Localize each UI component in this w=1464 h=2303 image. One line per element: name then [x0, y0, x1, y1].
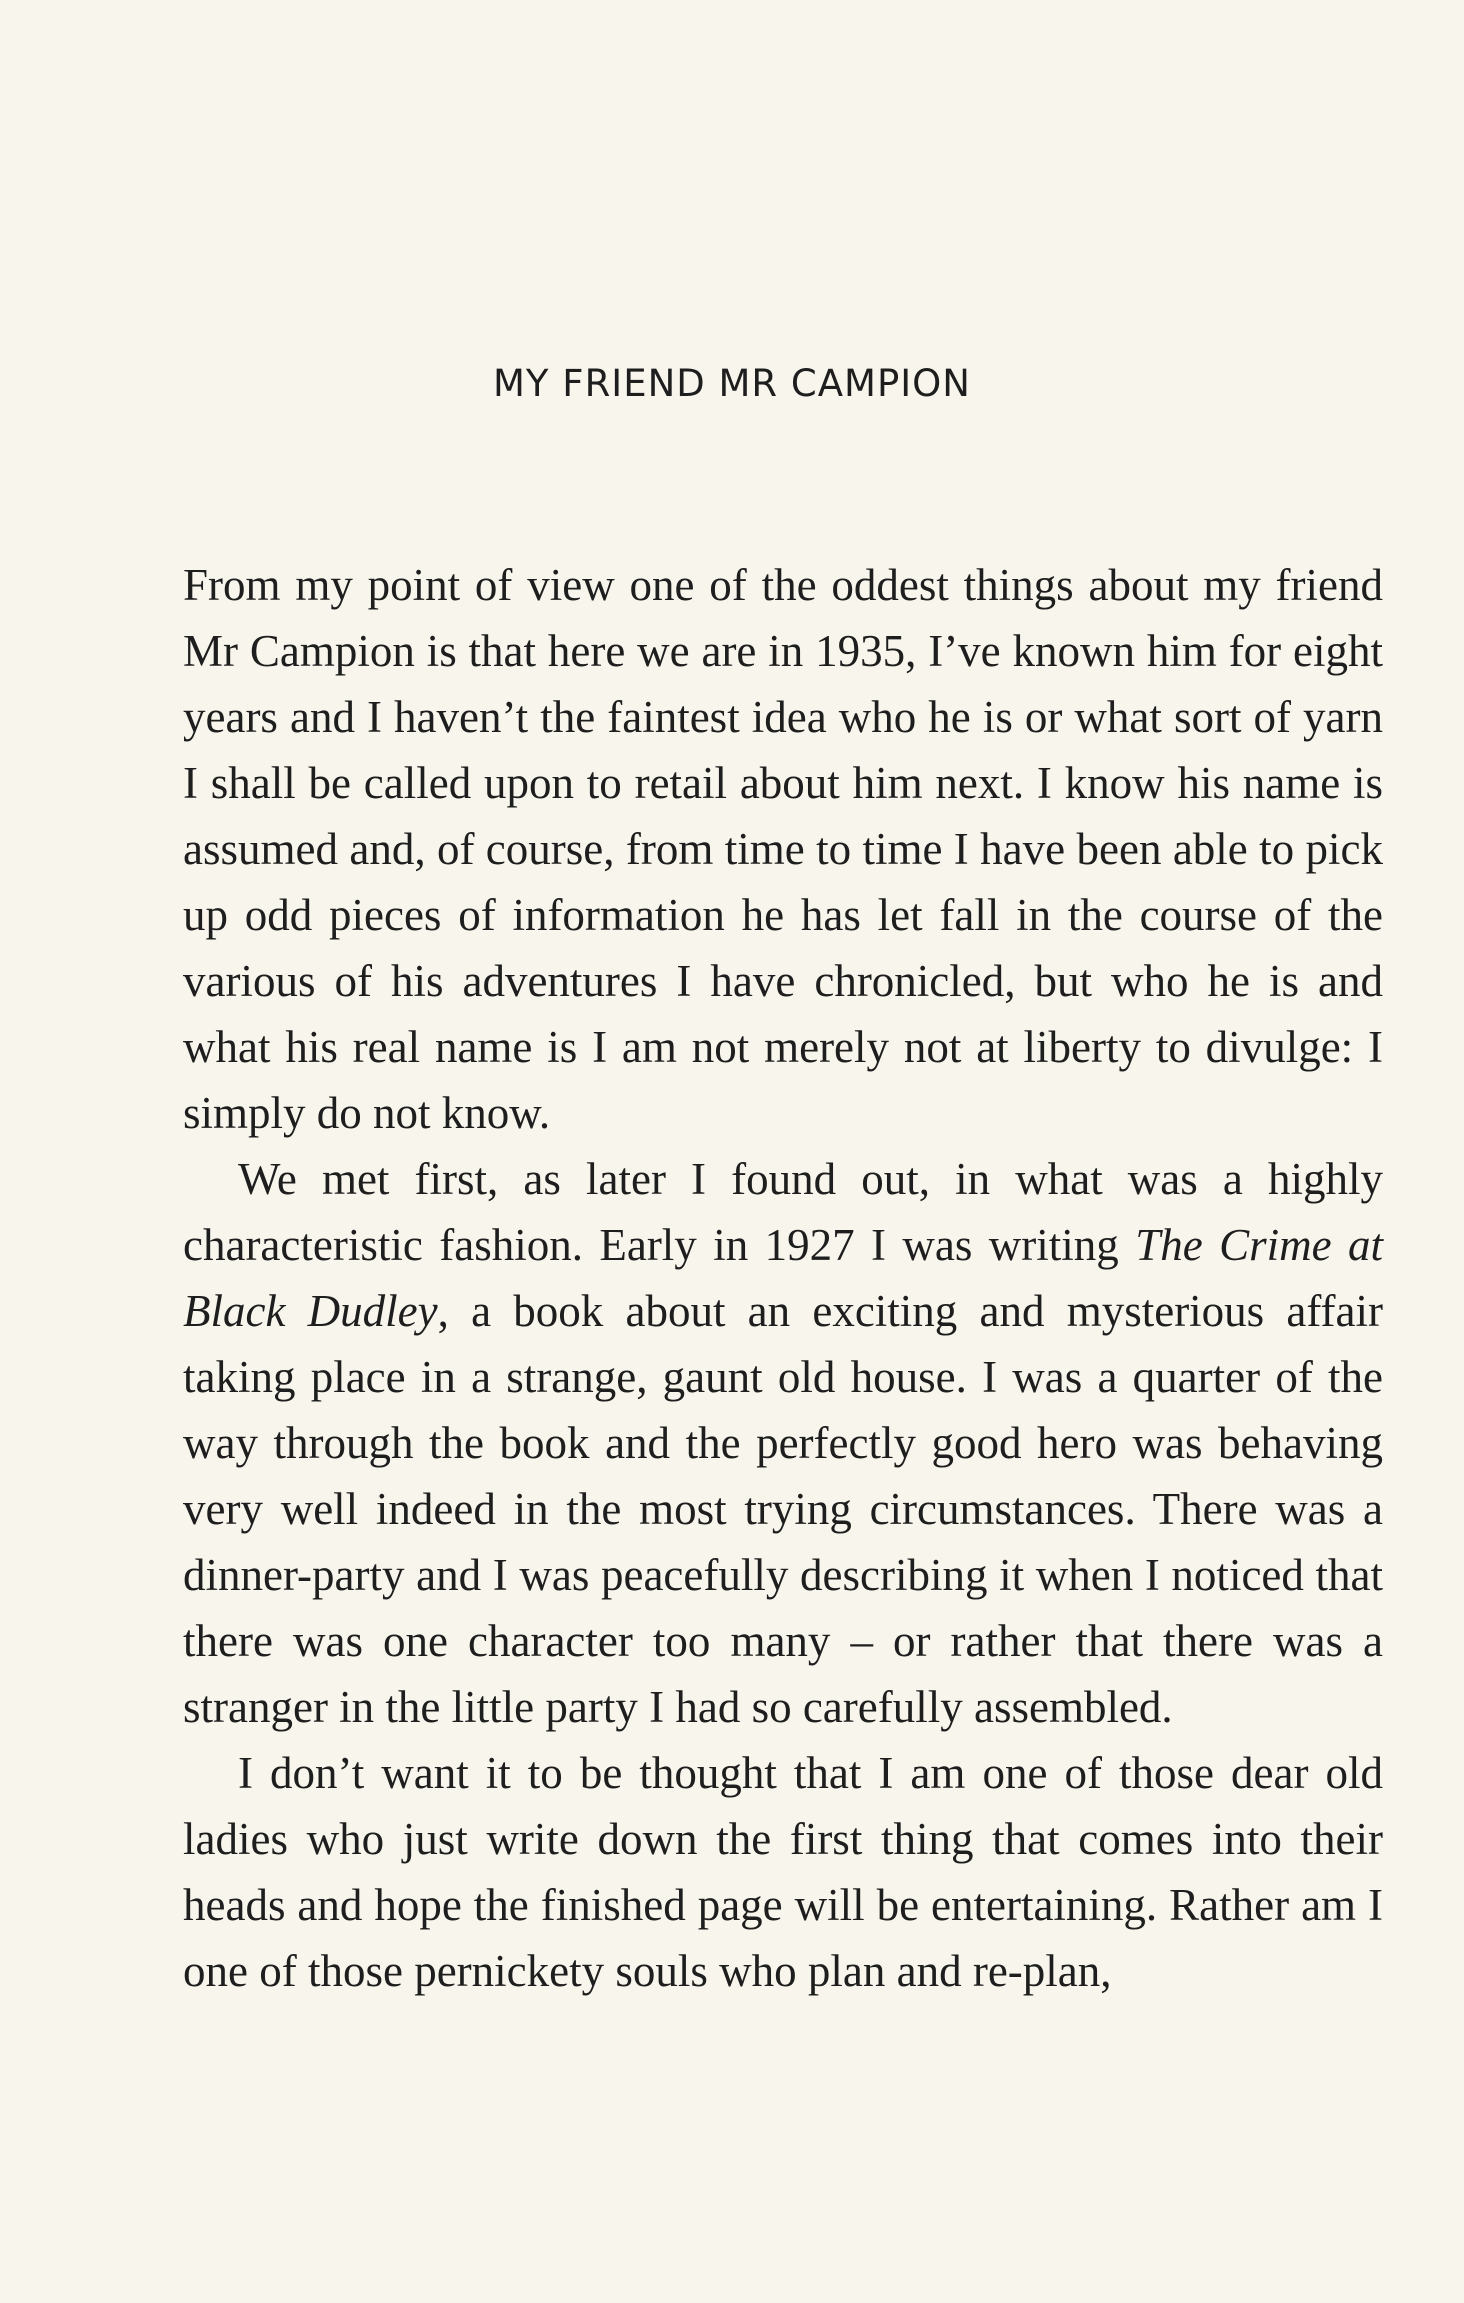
chapter-title: MY FRIEND MR CAMPION [493, 362, 971, 405]
paragraph-2 [183, 1146, 1383, 1740]
paragraph-3: I don’t want it to be thought that I am one of those dear old ladies who just write down the first thing that comes into their heads and hope the finished page will be entertaining. Rather am I one of those pernickety souls who plan and re-plan, [183, 1748, 1383, 1996]
paragraph-1: From my point of view one of the oddest things about my friend Mr Campion is that here we are in 1935, I’ve known him for eight years and I haven’t the faintest idea who he is or what sort of yarn I shall be called upon to retail about him next. I know his name is assumed and, of course, from time to time I have been able to pick up odd pieces of information he has let fall in the course of the various of his adventures I have chronicled, but who he is and what his real name is I am not merely not at liberty to divulge: I simply do not know. [183, 560, 1383, 1138]
body-text [183, 552, 1383, 2004]
book-title-italic: The Crime at Black Dudley [183, 1220, 1383, 1336]
paragraph-2-start: We met first, as later I found out, in what was a highly characteristic fashion. Early in 1927 I was writing [183, 1154, 1383, 1270]
paragraph-2-end: , a book about an exciting and mysterious affair taking place in a strange, gaunt old house. I was a quarter of the way through the book and the perfectly good hero was behaving very well indeed in the most trying circumstances. There was a dinner-party and I was peacefully describing it when I noticed that there was one character too many – or rather that there was a stranger in the little party I had so carefully assembled. [183, 1286, 1383, 1732]
